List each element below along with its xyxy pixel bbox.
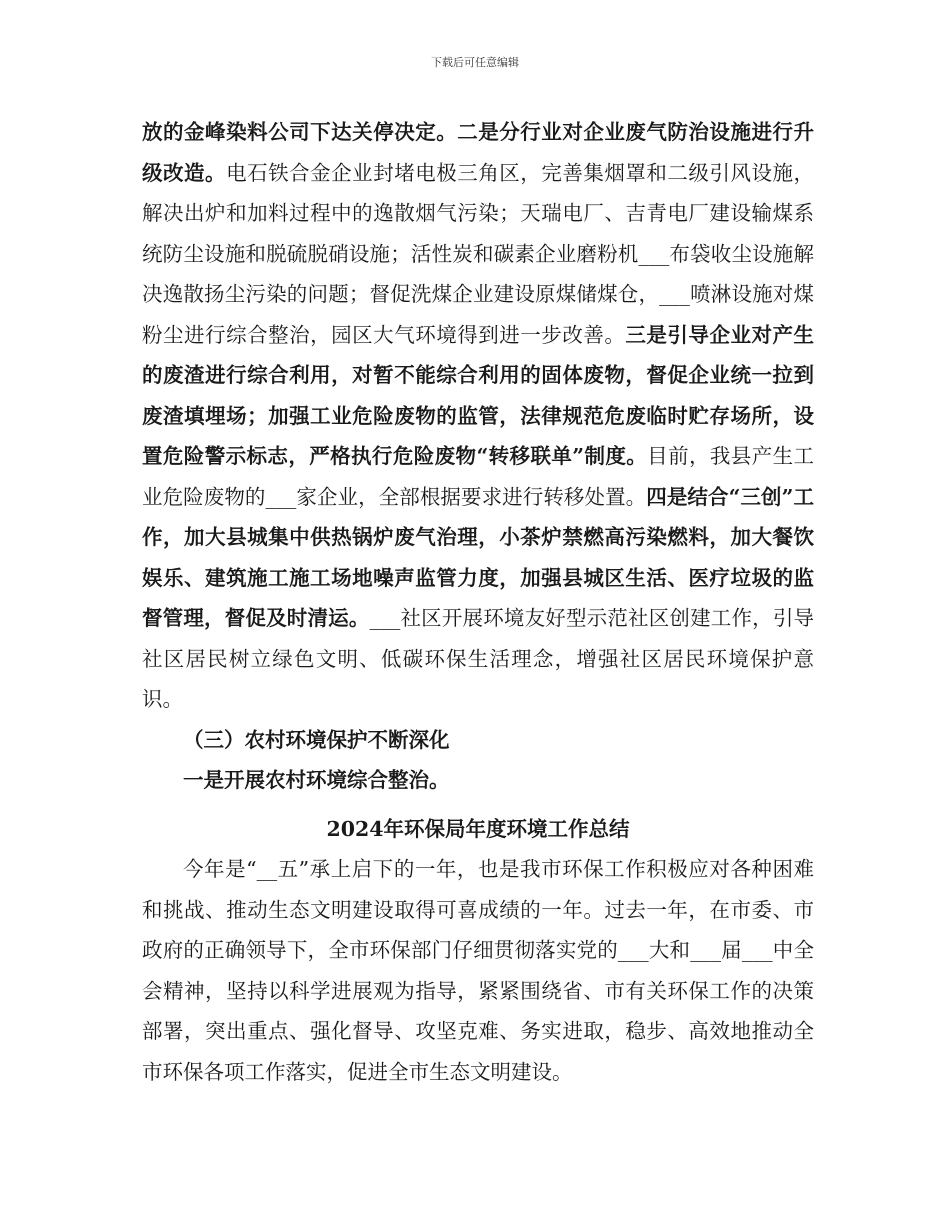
bold-sentence: 四是结合“三创”工作，加大县城集中供热锅炉废气治理，小茶炉禁燃高污染燃料，加大餐饮娱乐、建筑施工施工场地噪声监管力度，加强县城区生活、医疗垃圾的监督管理，督促及时清运。 — [142, 484, 814, 630]
sentence: 电石铁合金企业封堵电极三角区，完善集烟罩和二级引风设施，解决出炉和加料过程中的逸散烟气污染；天瑞电厂、吉青电厂建设输煤系统防尘设施和脱硫脱硝设施；活性炭和碳素企业磨粉机___布袋收尘设施解决逸散扬尘污染的问题；督促洗煤企业建设原煤储煤仓，___喷淋设施对煤粉尘进行综合整治，园区大气环境得到进一步改善。 — [142, 160, 815, 347]
page-header: 下载后可任意编辑 — [431, 56, 519, 69]
paragraph-intro: 今年是“__五”承上启下的一年，也是我市环保工作积极应对各种困难和挑战、推动生态文明建设取得可喜成绩的一年。过去一年，在市委、市政府的正确领导下，全市环保部门仔细贯彻落实党的___大和___届___中全会精神，坚持以科学进展观为指导，紧紧围绕省、市有关环保工作的决策部署，突出重点、强化督导、攻坚克难、务实进取，稳步、高效地推动全市环保各项工作落实，促进全市生态文明建设。 — [142, 857, 814, 1084]
paragraph-industrial — [142, 112, 814, 720]
subsection-heading: 一是开展农村环境综合整治。 — [183, 768, 450, 792]
section-heading: （三）农村环境保护不断深化 — [183, 727, 450, 752]
document-title: 2024年环保局年度环境工作总结 — [326, 816, 630, 841]
document-body — [142, 112, 814, 1092]
sentence: 目前，我县产生工业危险废物的___家企业，全部根据要求进行转移处置。 — [142, 444, 814, 509]
sentence: ___社区开展环境友好型示范社区创建工作，引导社区居民树立绿色文明、低碳环保生活理念，增强社区居民环境保护意识。 — [142, 606, 815, 711]
bold-sentence: 放的金峰染料公司下达关停决定。二是分行业对企业废气防治设施进行升级改造。 — [142, 120, 814, 185]
bold-sentence: 三是引导企业对产生的废渣进行综合利用，对暂不能综合利用的固体废物，督促企业统一拉到废渣填埋场；加强工业危险废物的监管，法律规范危废临时贮存场所，设置危险警示标志，严格执行危险废物“转移联单”制度。 — [142, 322, 815, 468]
